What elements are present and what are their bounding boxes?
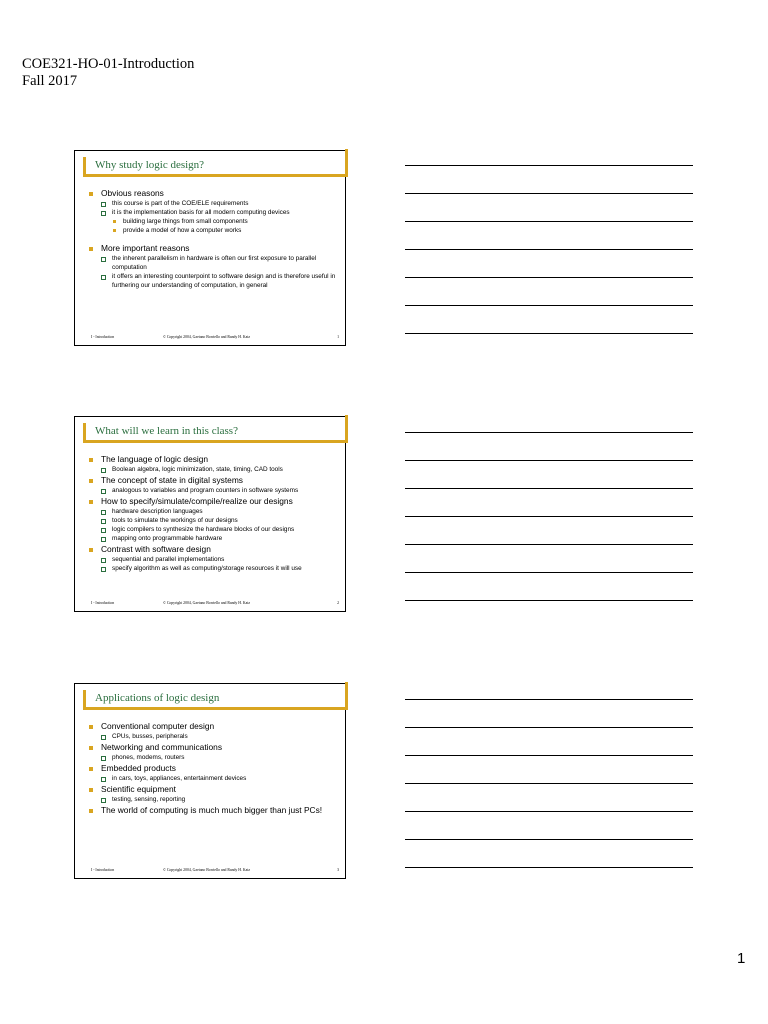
- footer-slide-number: 3: [337, 868, 339, 872]
- sub-bullet-point: Boolean algebra, logic minimization, state, timing, CAD tools: [89, 465, 339, 474]
- sub-bullet-point: analogous to variables and program counters in software systems: [89, 486, 339, 495]
- bullet-point: Networking and communications: [89, 742, 339, 753]
- slide-footer: [75, 866, 345, 874]
- bullet-point: How to specify/simulate/compile/realize our designs: [89, 496, 339, 507]
- note-line: [405, 839, 693, 840]
- footer-copyright: © Copyright 2004, Gaetano Borriello and Randy H. Katz: [163, 335, 251, 339]
- slide-body: [89, 187, 339, 290]
- note-line: [405, 165, 693, 166]
- note-line: [405, 277, 693, 278]
- bullet-point: The language of logic design: [89, 454, 339, 465]
- sub-bullet-point: this course is part of the COE/ELE requirements: [89, 199, 339, 208]
- note-line: [405, 432, 693, 433]
- note-line: [405, 305, 693, 306]
- slide-body: [89, 453, 339, 573]
- document-header: [22, 56, 194, 90]
- slide-title-text: What will we learn in this class?: [95, 425, 238, 437]
- footer-section: I - Introduction: [91, 868, 115, 872]
- bullet-point: Scientific equipment: [89, 784, 339, 795]
- sub-sub-bullet-point: provide a model of how a computer works: [89, 226, 339, 235]
- bullet-point: Obvious reasons: [89, 188, 339, 199]
- title-accent: [345, 415, 348, 443]
- note-line: [405, 249, 693, 250]
- bullet-point: Embedded products: [89, 763, 339, 774]
- slide-title-text: Why study logic design?: [95, 159, 205, 171]
- note-line: [405, 600, 693, 601]
- title-accent: [345, 682, 348, 710]
- note-line: [405, 727, 693, 728]
- sub-bullet-point: hardware description languages: [89, 507, 339, 516]
- document-term: Fall 2017: [22, 73, 78, 89]
- sub-bullet-point: CPUs, busses, peripherals: [89, 732, 339, 741]
- sub-bullet-point: the inherent parallelism in hardware is often our first exposure to parallel computation: [89, 254, 339, 272]
- bullet-point: The concept of state in digital systems: [89, 475, 339, 486]
- note-line: [405, 460, 693, 461]
- footer-slide-number: 1: [337, 335, 339, 339]
- note-line: [405, 544, 693, 545]
- slide-title-text: Applications of logic design: [95, 692, 220, 704]
- slide-footer: [75, 333, 345, 341]
- title-accent: [345, 149, 348, 177]
- note-line: [405, 221, 693, 222]
- sub-bullet-point: it offers an interesting counterpoint to software design and is therefore useful in furthering our understanding of computation, in general: [89, 272, 339, 290]
- footer-section: I - Introduction: [91, 335, 115, 339]
- page-number: 1: [737, 950, 746, 967]
- sub-bullet-point: tools to simulate the workings of our designs: [89, 516, 339, 525]
- slide-title: [83, 423, 345, 443]
- note-line: [405, 699, 693, 700]
- document-title: COE321-HO-01-Introduction: [22, 56, 195, 72]
- bullet-point: More important reasons: [89, 243, 339, 254]
- footer-section: I - Introduction: [91, 601, 115, 605]
- slide-title: [83, 690, 345, 710]
- footer-copyright: © Copyright 2004, Gaetano Borriello and Randy H. Katz: [163, 868, 251, 872]
- note-line: [405, 867, 693, 868]
- sub-bullet-point: phones, modems, routers: [89, 753, 339, 762]
- note-line: [405, 333, 693, 334]
- slide-1: [74, 150, 346, 346]
- note-line: [405, 572, 693, 573]
- slide-footer: [75, 599, 345, 607]
- bullet-point: Conventional computer design: [89, 721, 339, 732]
- note-line: [405, 193, 693, 194]
- slide-3: [74, 683, 346, 879]
- note-line: [405, 783, 693, 784]
- sub-bullet-point: logic compilers to synthesize the hardware blocks of our designs: [89, 525, 339, 534]
- sub-sub-bullet-point: building large things from small components: [89, 217, 339, 226]
- note-line: [405, 488, 693, 489]
- sub-bullet-point: sequential and parallel implementations: [89, 555, 339, 564]
- bullet-point: The world of computing is much much bigger than just PCs!: [89, 805, 339, 816]
- sub-bullet-point: it is the implementation basis for all modern computing devices: [89, 208, 339, 217]
- note-line: [405, 755, 693, 756]
- slide-body: [89, 720, 339, 816]
- sub-bullet-point: testing, sensing, reporting: [89, 795, 339, 804]
- sub-bullet-point: in cars, toys, appliances, entertainment devices: [89, 774, 339, 783]
- slide-2: [74, 416, 346, 612]
- sub-bullet-point: specify algorithm as well as computing/storage resources it will use: [89, 564, 339, 573]
- footer-slide-number: 2: [337, 601, 339, 605]
- footer-copyright: © Copyright 2004, Gaetano Borriello and Randy H. Katz: [163, 601, 251, 605]
- bullet-point: Contrast with software design: [89, 544, 339, 555]
- note-line: [405, 516, 693, 517]
- sub-bullet-point: mapping onto programmable hardware: [89, 534, 339, 543]
- slide-title: [83, 157, 345, 177]
- note-line: [405, 811, 693, 812]
